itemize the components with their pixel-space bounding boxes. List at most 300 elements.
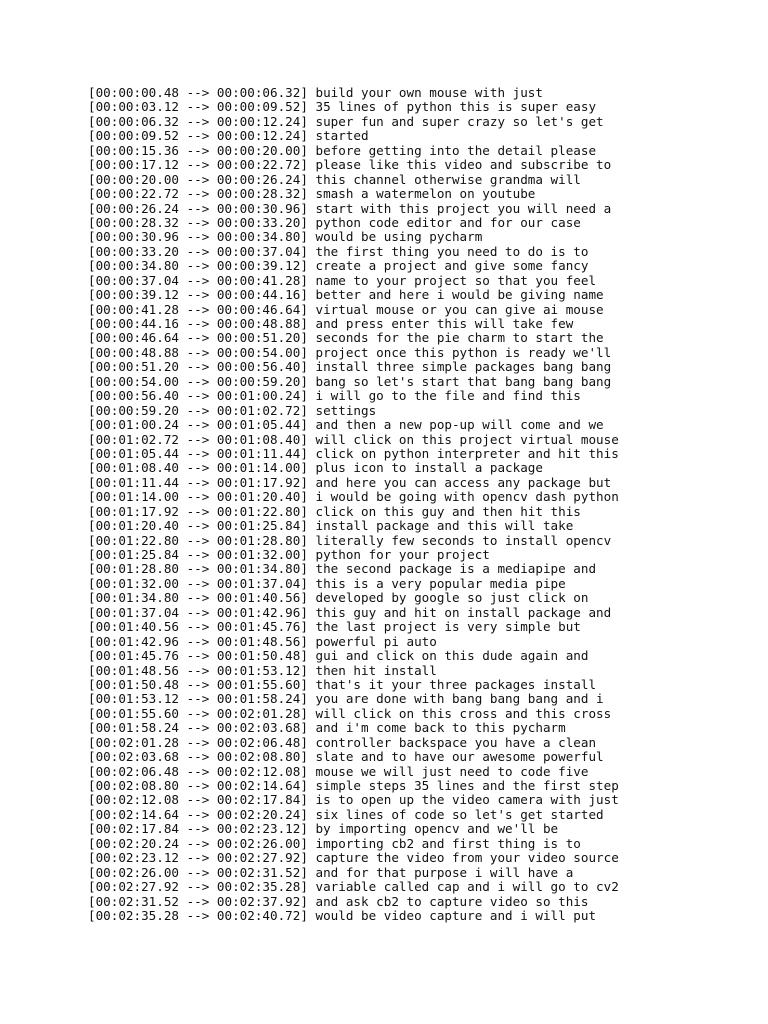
transcript-line <box>88 750 760 764</box>
end-timestamp: 00:01:00.24 <box>216 389 301 404</box>
start-timestamp: 00:00:41.28 <box>95 302 179 317</box>
caption-text: and ask cb2 to capture video so this <box>315 894 589 909</box>
bracket-open: [ <box>88 302 96 317</box>
end-timestamp: 00:01:22.80 <box>216 504 301 519</box>
transcript-line <box>88 866 760 880</box>
bracket-close: ] <box>300 215 316 230</box>
bracket-open: [ <box>88 548 96 562</box>
start-timestamp: 00:01:37.04 <box>95 605 179 620</box>
bracket-open: [ <box>88 158 96 173</box>
transcript-line <box>88 880 760 894</box>
end-timestamp: 00:01:28.80 <box>216 533 301 548</box>
end-timestamp: 00:01:11.44 <box>216 446 301 461</box>
bracket-close: ] <box>300 865 316 880</box>
bracket-close: ] <box>300 807 316 822</box>
end-timestamp: 00:02:20.24 <box>216 807 301 822</box>
end-timestamp: 00:02:03.68 <box>216 721 301 736</box>
arrow-separator: --> <box>179 389 217 404</box>
arrow-separator: --> <box>179 793 217 808</box>
caption-text: would be using pycharm <box>315 230 483 245</box>
arrow-separator: --> <box>179 504 217 519</box>
bracket-close: ] <box>300 273 316 288</box>
arrow-separator: --> <box>179 836 217 851</box>
bracket-close: ] <box>300 663 316 678</box>
start-timestamp: 00:02:20.24 <box>95 836 179 851</box>
transcript-line <box>88 259 760 273</box>
start-timestamp: 00:00:46.64 <box>95 331 179 346</box>
caption-text: install package and this will take <box>315 519 574 534</box>
end-timestamp: 00:02:35.28 <box>216 880 301 895</box>
caption-text: start with this project you will need a <box>315 201 612 216</box>
arrow-separator: --> <box>179 418 217 433</box>
bracket-open: [ <box>88 172 96 187</box>
end-timestamp: 00:00:26.24 <box>216 172 301 187</box>
bracket-close: ] <box>300 201 316 216</box>
arrow-separator: --> <box>179 908 217 923</box>
caption-text: bang so let's start that bang bang bang <box>315 374 612 389</box>
caption-text: this channel otherwise grandma will <box>315 172 581 187</box>
bracket-close: ] <box>300 908 316 923</box>
caption-text: virtual mouse or you can give ai mouse <box>315 302 604 317</box>
end-timestamp: 00:01:55.60 <box>216 677 301 692</box>
transcript-line <box>88 808 760 822</box>
bracket-open: [ <box>88 244 96 259</box>
arrow-separator: --> <box>179 851 217 866</box>
arrow-separator: --> <box>179 172 217 187</box>
start-timestamp: 00:02:27.92 <box>95 880 179 895</box>
start-timestamp: 00:01:00.24 <box>95 418 179 433</box>
bracket-open: [ <box>88 215 96 230</box>
transcript-line <box>88 303 760 317</box>
start-timestamp: 00:02:08.80 <box>95 779 179 793</box>
end-timestamp: 00:01:25.84 <box>216 519 301 534</box>
bracket-open: [ <box>88 403 96 418</box>
end-timestamp: 00:00:33.20 <box>216 215 301 230</box>
start-timestamp: 00:00:15.36 <box>95 143 179 158</box>
bracket-open: [ <box>88 663 96 678</box>
caption-text: name to your project so that you feel <box>315 273 597 288</box>
transcript-line <box>88 895 760 909</box>
bracket-close: ] <box>300 764 316 779</box>
start-timestamp: 00:00:30.96 <box>95 230 179 245</box>
transcript-line <box>88 664 760 678</box>
transcript-line <box>88 577 760 591</box>
bracket-open: [ <box>88 880 96 895</box>
bracket-close: ] <box>300 634 316 649</box>
bracket-close: ] <box>300 519 316 534</box>
bracket-open: [ <box>88 475 96 490</box>
transcript-line <box>88 86 760 100</box>
bracket-close: ] <box>300 677 316 692</box>
arrow-separator: --> <box>179 461 217 476</box>
arrow-separator: --> <box>179 822 217 837</box>
start-timestamp: 00:01:45.76 <box>95 649 179 664</box>
caption-text: the last project is very simple but <box>315 620 581 635</box>
end-timestamp: 00:02:31.52 <box>216 865 301 880</box>
bracket-close: ] <box>300 475 316 490</box>
transcript-line <box>88 721 760 735</box>
start-timestamp: 00:02:17.84 <box>95 822 179 837</box>
transcript-line <box>88 678 760 692</box>
bracket-close: ] <box>300 446 316 461</box>
start-timestamp: 00:02:26.00 <box>95 865 179 880</box>
transcript-line <box>88 519 760 533</box>
caption-text: seconds for the pie charm to start the <box>315 331 604 346</box>
caption-text: slate and to have our awesome powerful <box>315 750 604 765</box>
arrow-separator: --> <box>179 317 217 331</box>
transcript-line <box>88 173 760 187</box>
caption-text: i would be going with opencv dash python <box>315 490 619 505</box>
bracket-open: [ <box>88 851 96 866</box>
end-timestamp: 00:00:48.88 <box>216 317 301 331</box>
start-timestamp: 00:02:31.52 <box>95 894 179 909</box>
transcript-line <box>88 115 760 129</box>
transcript-line <box>88 230 760 244</box>
arrow-separator: --> <box>179 779 217 793</box>
bracket-open: [ <box>88 345 96 360</box>
transcript-line <box>88 202 760 216</box>
bracket-open: [ <box>88 389 96 404</box>
caption-text: smash a watermelon on youtube <box>315 187 536 202</box>
bracket-close: ] <box>300 418 316 433</box>
start-timestamp: 00:02:35.28 <box>95 908 179 923</box>
start-timestamp: 00:01:32.00 <box>95 576 179 591</box>
end-timestamp: 00:02:23.12 <box>216 822 301 837</box>
caption-text: by importing opencv and we'll be <box>315 822 559 837</box>
transcript-line <box>88 591 760 605</box>
transcript-line <box>88 404 760 418</box>
arrow-separator: --> <box>179 259 217 274</box>
caption-text: simple steps 35 lines and the first step <box>315 779 619 793</box>
bracket-close: ] <box>300 172 316 187</box>
end-timestamp: 00:00:41.28 <box>216 273 301 288</box>
bracket-close: ] <box>300 389 316 404</box>
arrow-separator: --> <box>179 345 217 360</box>
bracket-close: ] <box>300 129 316 144</box>
caption-text: will click on this project virtual mouse <box>315 432 619 447</box>
caption-text: and i'm come back to this pycharm <box>315 721 566 736</box>
end-timestamp: 00:00:12.24 <box>216 114 301 129</box>
start-timestamp: 00:01:53.12 <box>95 692 179 707</box>
bracket-open: [ <box>88 129 96 144</box>
end-timestamp: 00:00:20.00 <box>216 143 301 158</box>
start-timestamp: 00:01:50.48 <box>95 677 179 692</box>
arrow-separator: --> <box>179 230 217 245</box>
start-timestamp: 00:00:17.12 <box>95 158 179 173</box>
end-timestamp: 00:01:50.48 <box>216 649 301 664</box>
bracket-close: ] <box>300 779 316 793</box>
start-timestamp: 00:00:28.32 <box>95 215 179 230</box>
end-timestamp: 00:00:44.16 <box>216 288 301 303</box>
start-timestamp: 00:00:22.72 <box>95 187 179 202</box>
arrow-separator: --> <box>179 158 217 173</box>
arrow-separator: --> <box>179 302 217 317</box>
caption-text: this is a very popular media pipe <box>315 576 566 591</box>
bracket-close: ] <box>300 576 316 591</box>
arrow-separator: --> <box>179 360 217 375</box>
arrow-separator: --> <box>179 403 217 418</box>
bracket-close: ] <box>300 331 316 346</box>
transcript-line <box>88 476 760 490</box>
bracket-close: ] <box>300 86 316 100</box>
start-timestamp: 00:00:34.80 <box>95 259 179 274</box>
arrow-separator: --> <box>179 143 217 158</box>
bracket-close: ] <box>300 187 316 202</box>
arrow-separator: --> <box>179 446 217 461</box>
transcript-line <box>88 317 760 331</box>
arrow-separator: --> <box>179 692 217 707</box>
bracket-open: [ <box>88 187 96 202</box>
bracket-open: [ <box>88 418 96 433</box>
transcript-line <box>88 187 760 201</box>
transcript-line <box>88 649 760 663</box>
caption-text: click on this guy and then hit this <box>315 504 581 519</box>
arrow-separator: --> <box>179 475 217 490</box>
end-timestamp: 00:02:37.92 <box>216 894 301 909</box>
end-timestamp: 00:01:14.00 <box>216 461 301 476</box>
bracket-close: ] <box>300 259 316 274</box>
transcript-line <box>88 346 760 360</box>
bracket-close: ] <box>300 548 316 562</box>
transcript-line <box>88 606 760 620</box>
end-timestamp: 00:01:48.56 <box>216 634 301 649</box>
bracket-open: [ <box>88 288 96 303</box>
transcript-line <box>88 851 760 865</box>
arrow-separator: --> <box>179 490 217 505</box>
arrow-separator: --> <box>179 288 217 303</box>
bracket-open: [ <box>88 822 96 837</box>
end-timestamp: 00:01:37.04 <box>216 576 301 591</box>
transcript-line <box>88 793 760 807</box>
bracket-close: ] <box>300 302 316 317</box>
caption-text: would be video capture and i will put <box>315 908 597 923</box>
end-timestamp: 00:02:01.28 <box>216 706 301 721</box>
start-timestamp: 00:02:06.48 <box>95 764 179 779</box>
bracket-open: [ <box>88 143 96 158</box>
bracket-close: ] <box>300 244 316 259</box>
bracket-open: [ <box>88 750 96 765</box>
bracket-close: ] <box>300 461 316 476</box>
start-timestamp: 00:01:17.92 <box>95 504 179 519</box>
bracket-close: ] <box>300 851 316 866</box>
bracket-open: [ <box>88 576 96 591</box>
caption-text: and for that purpose i will have a <box>315 865 574 880</box>
caption-text: install three simple packages bang bang <box>315 360 612 375</box>
end-timestamp: 00:02:08.80 <box>216 750 301 765</box>
end-timestamp: 00:00:12.24 <box>216 129 301 144</box>
end-timestamp: 00:01:42.96 <box>216 605 301 620</box>
start-timestamp: 00:00:09.52 <box>95 129 179 144</box>
arrow-separator: --> <box>179 129 217 144</box>
caption-text: literally few seconds to install opencv <box>315 533 612 548</box>
arrow-separator: --> <box>179 634 217 649</box>
end-timestamp: 00:01:02.72 <box>216 403 301 418</box>
start-timestamp: 00:00:37.04 <box>95 273 179 288</box>
transcript-line <box>88 837 760 851</box>
start-timestamp: 00:01:20.40 <box>95 519 179 534</box>
bracket-close: ] <box>300 143 316 158</box>
start-timestamp: 00:00:00.48 <box>95 86 179 100</box>
bracket-open: [ <box>88 490 96 505</box>
bracket-open: [ <box>88 735 96 750</box>
start-timestamp: 00:00:51.20 <box>95 360 179 375</box>
arrow-separator: --> <box>179 620 217 635</box>
arrow-separator: --> <box>179 894 217 909</box>
transcript-line <box>88 620 760 634</box>
transcript-line <box>88 692 760 706</box>
caption-text: i will go to the file and find this <box>315 389 581 404</box>
bracket-open: [ <box>88 259 96 274</box>
bracket-open: [ <box>88 114 96 129</box>
bracket-open: [ <box>88 793 96 808</box>
end-timestamp: 00:02:12.08 <box>216 764 301 779</box>
start-timestamp: 00:00:44.16 <box>95 317 179 331</box>
caption-text: is to open up the video camera with just <box>315 793 619 808</box>
caption-text: settings <box>315 403 377 418</box>
transcript-line <box>88 447 760 461</box>
bracket-close: ] <box>300 533 316 548</box>
bracket-close: ] <box>300 158 316 173</box>
end-timestamp: 00:01:53.12 <box>216 663 301 678</box>
caption-text: that's it your three packages install <box>315 677 597 692</box>
caption-text: the first thing you need to do is to <box>315 244 589 259</box>
bracket-open: [ <box>88 836 96 851</box>
bracket-close: ] <box>300 880 316 895</box>
arrow-separator: --> <box>179 865 217 880</box>
start-timestamp: 00:01:48.56 <box>95 663 179 678</box>
bracket-close: ] <box>300 562 316 577</box>
end-timestamp: 00:00:39.12 <box>216 259 301 274</box>
bracket-close: ] <box>300 100 316 115</box>
start-timestamp: 00:02:01.28 <box>95 735 179 750</box>
bracket-open: [ <box>88 649 96 664</box>
caption-text: super fun and super crazy so let's get <box>315 114 604 129</box>
transcript-line <box>88 490 760 504</box>
bracket-open: [ <box>88 591 96 606</box>
transcript-line <box>88 909 760 923</box>
caption-text: please like this video and subscribe to <box>315 158 612 173</box>
caption-text: you are done with bang bang bang and i <box>315 692 604 707</box>
bracket-open: [ <box>88 461 96 476</box>
arrow-separator: --> <box>179 677 217 692</box>
end-timestamp: 00:00:06.32 <box>216 86 301 100</box>
caption-text: click on python interpreter and hit this <box>315 446 619 461</box>
arrow-separator: --> <box>179 807 217 822</box>
arrow-separator: --> <box>179 548 217 562</box>
start-timestamp: 00:02:14.64 <box>95 807 179 822</box>
transcript-line <box>88 389 760 403</box>
bracket-open: [ <box>88 620 96 635</box>
bracket-open: [ <box>88 533 96 548</box>
start-timestamp: 00:02:03.68 <box>95 750 179 765</box>
end-timestamp: 00:00:22.72 <box>216 158 301 173</box>
start-timestamp: 00:00:26.24 <box>95 201 179 216</box>
end-timestamp: 00:01:40.56 <box>216 591 301 606</box>
bracket-close: ] <box>300 403 316 418</box>
start-timestamp: 00:01:55.60 <box>95 706 179 721</box>
caption-text: the second package is a mediapipe and <box>315 562 597 577</box>
bracket-open: [ <box>88 807 96 822</box>
bracket-close: ] <box>300 432 316 447</box>
arrow-separator: --> <box>179 605 217 620</box>
start-timestamp: 00:01:08.40 <box>95 461 179 476</box>
bracket-open: [ <box>88 230 96 245</box>
transcript-line <box>88 562 760 576</box>
start-timestamp: 00:00:20.00 <box>95 172 179 187</box>
bracket-open: [ <box>88 317 96 331</box>
start-timestamp: 00:02:23.12 <box>95 851 179 866</box>
bracket-close: ] <box>300 649 316 664</box>
arrow-separator: --> <box>179 374 217 389</box>
bracket-open: [ <box>88 894 96 909</box>
bracket-close: ] <box>300 894 316 909</box>
transcript-line <box>88 360 760 374</box>
arrow-separator: --> <box>179 750 217 765</box>
transcript-line <box>88 635 760 649</box>
transcript-line <box>88 822 760 836</box>
caption-text: six lines of code so let's get started <box>315 807 604 822</box>
transcript-line <box>88 779 760 793</box>
bracket-open: [ <box>88 331 96 346</box>
caption-text: variable called cap and i will go to cv2 <box>315 880 619 895</box>
bracket-close: ] <box>300 692 316 707</box>
bracket-open: [ <box>88 605 96 620</box>
caption-text: capture the video from your video source <box>315 851 619 866</box>
bracket-open: [ <box>88 374 96 389</box>
end-timestamp: 00:01:05.44 <box>216 418 301 433</box>
caption-text: build your own mouse with just <box>315 86 543 100</box>
start-timestamp: 00:00:59.20 <box>95 403 179 418</box>
end-timestamp: 00:01:58.24 <box>216 692 301 707</box>
arrow-separator: --> <box>179 244 217 259</box>
arrow-separator: --> <box>179 721 217 736</box>
end-timestamp: 00:02:40.72 <box>216 908 301 923</box>
arrow-separator: --> <box>179 187 217 202</box>
caption-text: mouse we will just need to code five <box>315 764 589 779</box>
bracket-open: [ <box>88 273 96 288</box>
bracket-close: ] <box>300 836 316 851</box>
transcript-line <box>88 433 760 447</box>
transcript-line <box>88 534 760 548</box>
end-timestamp: 00:00:34.80 <box>216 230 301 245</box>
arrow-separator: --> <box>179 533 217 548</box>
start-timestamp: 00:01:22.80 <box>95 533 179 548</box>
start-timestamp: 00:01:42.96 <box>95 634 179 649</box>
bracket-open: [ <box>88 519 96 534</box>
caption-text: started <box>315 129 369 144</box>
arrow-separator: --> <box>179 86 217 100</box>
bracket-close: ] <box>300 735 316 750</box>
arrow-separator: --> <box>179 649 217 664</box>
transcript-line <box>88 100 760 114</box>
bracket-open: [ <box>88 432 96 447</box>
caption-text: python code editor and for our case <box>315 215 581 230</box>
end-timestamp: 00:01:17.92 <box>216 475 301 490</box>
arrow-separator: --> <box>179 880 217 895</box>
arrow-separator: --> <box>179 519 217 534</box>
caption-text: will click on this cross and this cross <box>315 706 612 721</box>
transcript-line <box>88 375 760 389</box>
start-timestamp: 00:00:03.12 <box>95 100 179 115</box>
transcript-line <box>88 736 760 750</box>
arrow-separator: --> <box>179 331 217 346</box>
caption-text: project once this python is ready we'll <box>315 345 612 360</box>
caption-text: and here you can access any package but <box>315 475 612 490</box>
end-timestamp: 00:02:17.84 <box>216 793 301 808</box>
end-timestamp: 00:01:45.76 <box>216 620 301 635</box>
start-timestamp: 00:01:28.80 <box>95 562 179 577</box>
arrow-separator: --> <box>179 100 217 115</box>
